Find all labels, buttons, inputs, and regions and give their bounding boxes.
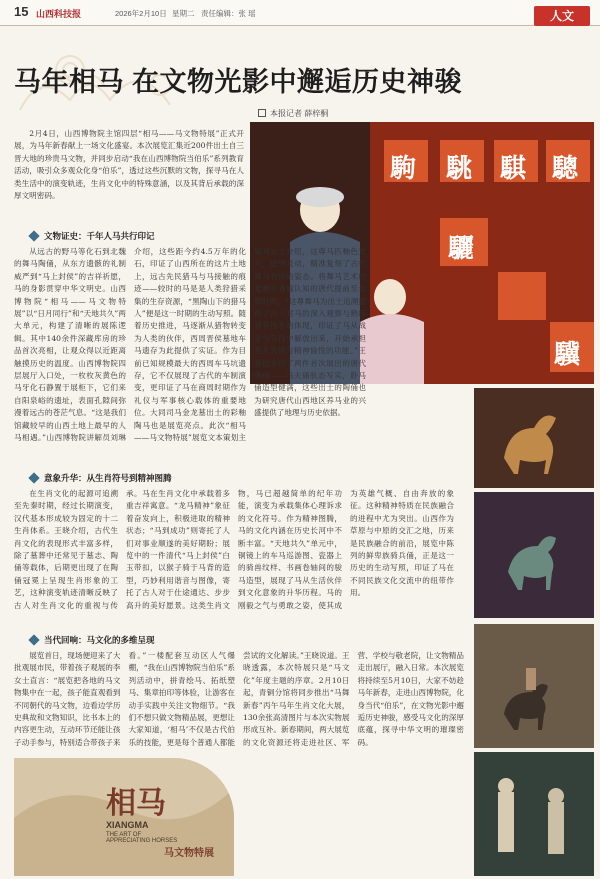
section-heading-2-text: 意象升华：从生肖符号到精神图腾 xyxy=(44,473,172,483)
section-heading-2 xyxy=(30,472,172,484)
bronze-horse-illustration xyxy=(474,492,594,618)
page-header xyxy=(0,0,600,26)
poster-subtitle: XIANGMA xyxy=(106,820,149,830)
section-tag: 人文 xyxy=(534,6,590,26)
diamond-bullet-icon xyxy=(28,472,39,483)
diamond-bullet-icon xyxy=(28,230,39,241)
poster-tagline: THE ART OF APPRECIATING HORSES xyxy=(106,832,178,844)
exhibit-character-5: 驪 xyxy=(448,234,475,264)
pottery-figurines-photo xyxy=(474,752,594,876)
glazed-horse-photo xyxy=(474,388,594,488)
byline xyxy=(258,108,328,119)
section-heading-1-text: 文物证史：千年人马共行印记 xyxy=(44,231,155,241)
section-heading-3-text: 当代回响：马文化的多维呈现 xyxy=(44,635,155,645)
article-headline: 马年相马 在文物光影中邂逅历史神骏 xyxy=(14,67,463,97)
issue-weekday: 星期二 xyxy=(172,9,195,18)
section-3-body: 展览首日，现场便迎来了大批观展市民，带着孩子观展的李女士直言：“展览把各地的马文物集中在一起，孩子能直观看到不同朝代的马文物，边看边学历史典故和文物知识，比书本上的内容更生动，互动环节还能让孩子动手参与，特别适合带孩子来看。”一楼配套互动区人气爆棚，“我在山西博物院当伯乐”系列活动中，拼青绘马、拓纸塑马、集章拍印等体验，让游客在动手实践中关注文物细节。“我们不想只做文物精品展，更想让大家知道，‘相马’不仅是古代伯乐的技能，更是每个普通人都能尝试的文化解读。”王晓说道。王晓透露，本次特展只是“马文化”年度主题的序章。2月10日起，青铜分馆将同步推出“马舞新春”丙午马年生肖文化大展，130余张高清图片与本次实物展形成互补。新春期间，两大展览的文化资源还将走进社区、军营、学校与敬老院，让文物精品走出展厅，融入日常。本次展览将持续至5月10日，大家不妨趁马年新春，走进山西博物院，化身当代“伯乐”，在文物光影中邂逅历史神骏，感受马文化的深厚底蕴，探寻中华文明的璀璨密码。 xyxy=(14,651,464,747)
exhibit-character-3: 騏 xyxy=(500,154,527,184)
responsible-editor: 责任编辑：张 瑶 xyxy=(201,9,256,18)
diamond-bullet-icon xyxy=(28,634,39,645)
poster-right-title: 马文物特展 xyxy=(164,848,214,859)
page-number: 15 xyxy=(14,4,29,19)
horse-rider-figurine-photo xyxy=(474,624,594,748)
exhibit-character-1: 駒 xyxy=(390,154,417,184)
exhibition-poster-photo xyxy=(14,758,234,876)
issue-date: 2026年2月10日 xyxy=(115,9,167,18)
glazed-horse-illustration xyxy=(474,388,594,488)
square-bullet-icon xyxy=(258,109,266,117)
exhibit-character-2: 駣 xyxy=(446,154,473,184)
exhibit-character-4: 驄 xyxy=(552,154,579,184)
article-intro: 2月4日，山西博物院主馆四层“相马——马文物特展”正式开展，为马年新春献上一场文化盛宴。本次展览汇集近200件出土自三晋大地的珍贵马文物，并同步启动“我在山西博物院当伯乐”系列教育活动，吸引众多观众化身“伯乐”，透过这些沉默的文物，探寻马在人类生活中的演变轨迹，生肖文化中的特殊意涵，以及其背后承载的深厚文明密码。 xyxy=(14,129,244,201)
bronze-horse-photo xyxy=(474,492,594,618)
pottery-figurines-illustration xyxy=(474,752,594,876)
newspaper-name: 山西科技报 xyxy=(36,9,82,19)
section-2-body: 在生肖文化的起源可追溯至先秦时期，经过长期演变，汉代基本形成较为固定的十二生肖体系。王晓介绍，古代生肖文化的表现形式丰富多样，除了墓葬中还常见于墓志、陶俑等载体，后期更出现了在陶俑冠冕上呈现生肖形象的工艺，这种演变轨迹清晰反映了古人对生肖文化的重视与传承。马在生肖文化中承载着多重吉祥寓意。“龙马精神”象征着奋发向上，积极进取的精神状态；“马到成功”则寄托了人们对事业顺遂的美好期盼；展览中的一件清代“马上封侯”白玉带扣，以猴子骑于马背的造型，巧妙利用谐音与图像，寄托了古人对于仕途通达、步步高升的美好愿景。这类生肖文物，马已超越简单的纪年功能，演变为承载集体心理诉求的文化符号。作为精神图腾，马的文化内涵在历史长河中不断丰富。“天地共久”单元中，铜镜上的车马巡游图、瓷器上的骑兽纹样、书画卷轴间的骏马造型，展现了马从生活伙伴到文化意象的升华历程。马的刚毅之气与勇敢之姿，使其成为英雄气概、自由奔放的象征。这种精神特质在民族融合的进程中尤为突出。山西作为草原与中原的交汇之地，历来是民族融合的前沿，展览中陈列的鲜卑族骑兵俑，正是这一历史的生动写照，印证了马在不同民族文化交流中的纽带作用。 xyxy=(14,489,454,610)
horse-rider-illustration xyxy=(474,624,594,748)
exhibit-character-6: 驥 xyxy=(554,340,581,370)
section-heading-1 xyxy=(30,230,155,242)
section-heading-3 xyxy=(30,634,155,646)
section-1-body: 从远古的野马等化石到北魏的舞马陶俑，从东方遗骸的礼制威严到“马上封侯”的吉祥祈愿，马的身影贯穿中华文明史。山西博物院“相马——马文物特展”以“日月同行”和“天地共久”两大单元，构建了清晰的展陈逻辑。其中140余件深藏库房的珍品首次亮相，让观众得以近距离触摸历史的温度。山西博物院四层展厅入口处，一枚枚灰黄色的马牙化石静置于展柜下，它们来自阳泉峪的遗址，表面孔隙间弥漫着远古的苍茫气息。“这是我们馆藏较早的山西土地上最早的人马相遇。”山西博物院讲解员刘琳介绍，这些距今约4.5万年的化石，印证了山西所在的这片土地上，远古先民猎马与马接触的痕迹——较时的马是是人类狩猎采集的生存资源，“黑陶山下的猎马人”便是这一时期的生动写照。随着历史推进，马逐渐从猎物转变为人类的伙伴，西周晋侯墓地车马遗存为此提供了实证。作为目前已知规模最大的西周车马坑遗存，它不仅展现了古代的车制演变，更印证了马在商周时期作为礼仪与军事核心载体的重要地位。大同司马金龙墓出土的彩釉陶马也是展览亮点。此次“相马——马文物特展”展览文本策划主编刘女士介绍，这尊马匹釉色光亮，造型灵动，精准复刻了古代舞马表演的姿态。将舞马艺术的起源从普遍认知的唐代提前至北朝时期，“这尊舞马为出土追溯提供了古人对马的深入观察与熟练驯养技术的体现，印证了马从战争与劳役中解放出来，开始承担艺术表演与精神愉悦的功能。”王晓提介绍了两件首次展出的唐代陶俑——马夫俑驮态写实，卧马俑造型健满，这些出土的陶俑也为研究唐代山西地区养马业的兴盛提供了地理与历史依据。 xyxy=(14,247,366,443)
byline-text: 本报记者 薛梓桐 xyxy=(270,109,329,118)
poster-title: 相马 xyxy=(106,786,166,821)
